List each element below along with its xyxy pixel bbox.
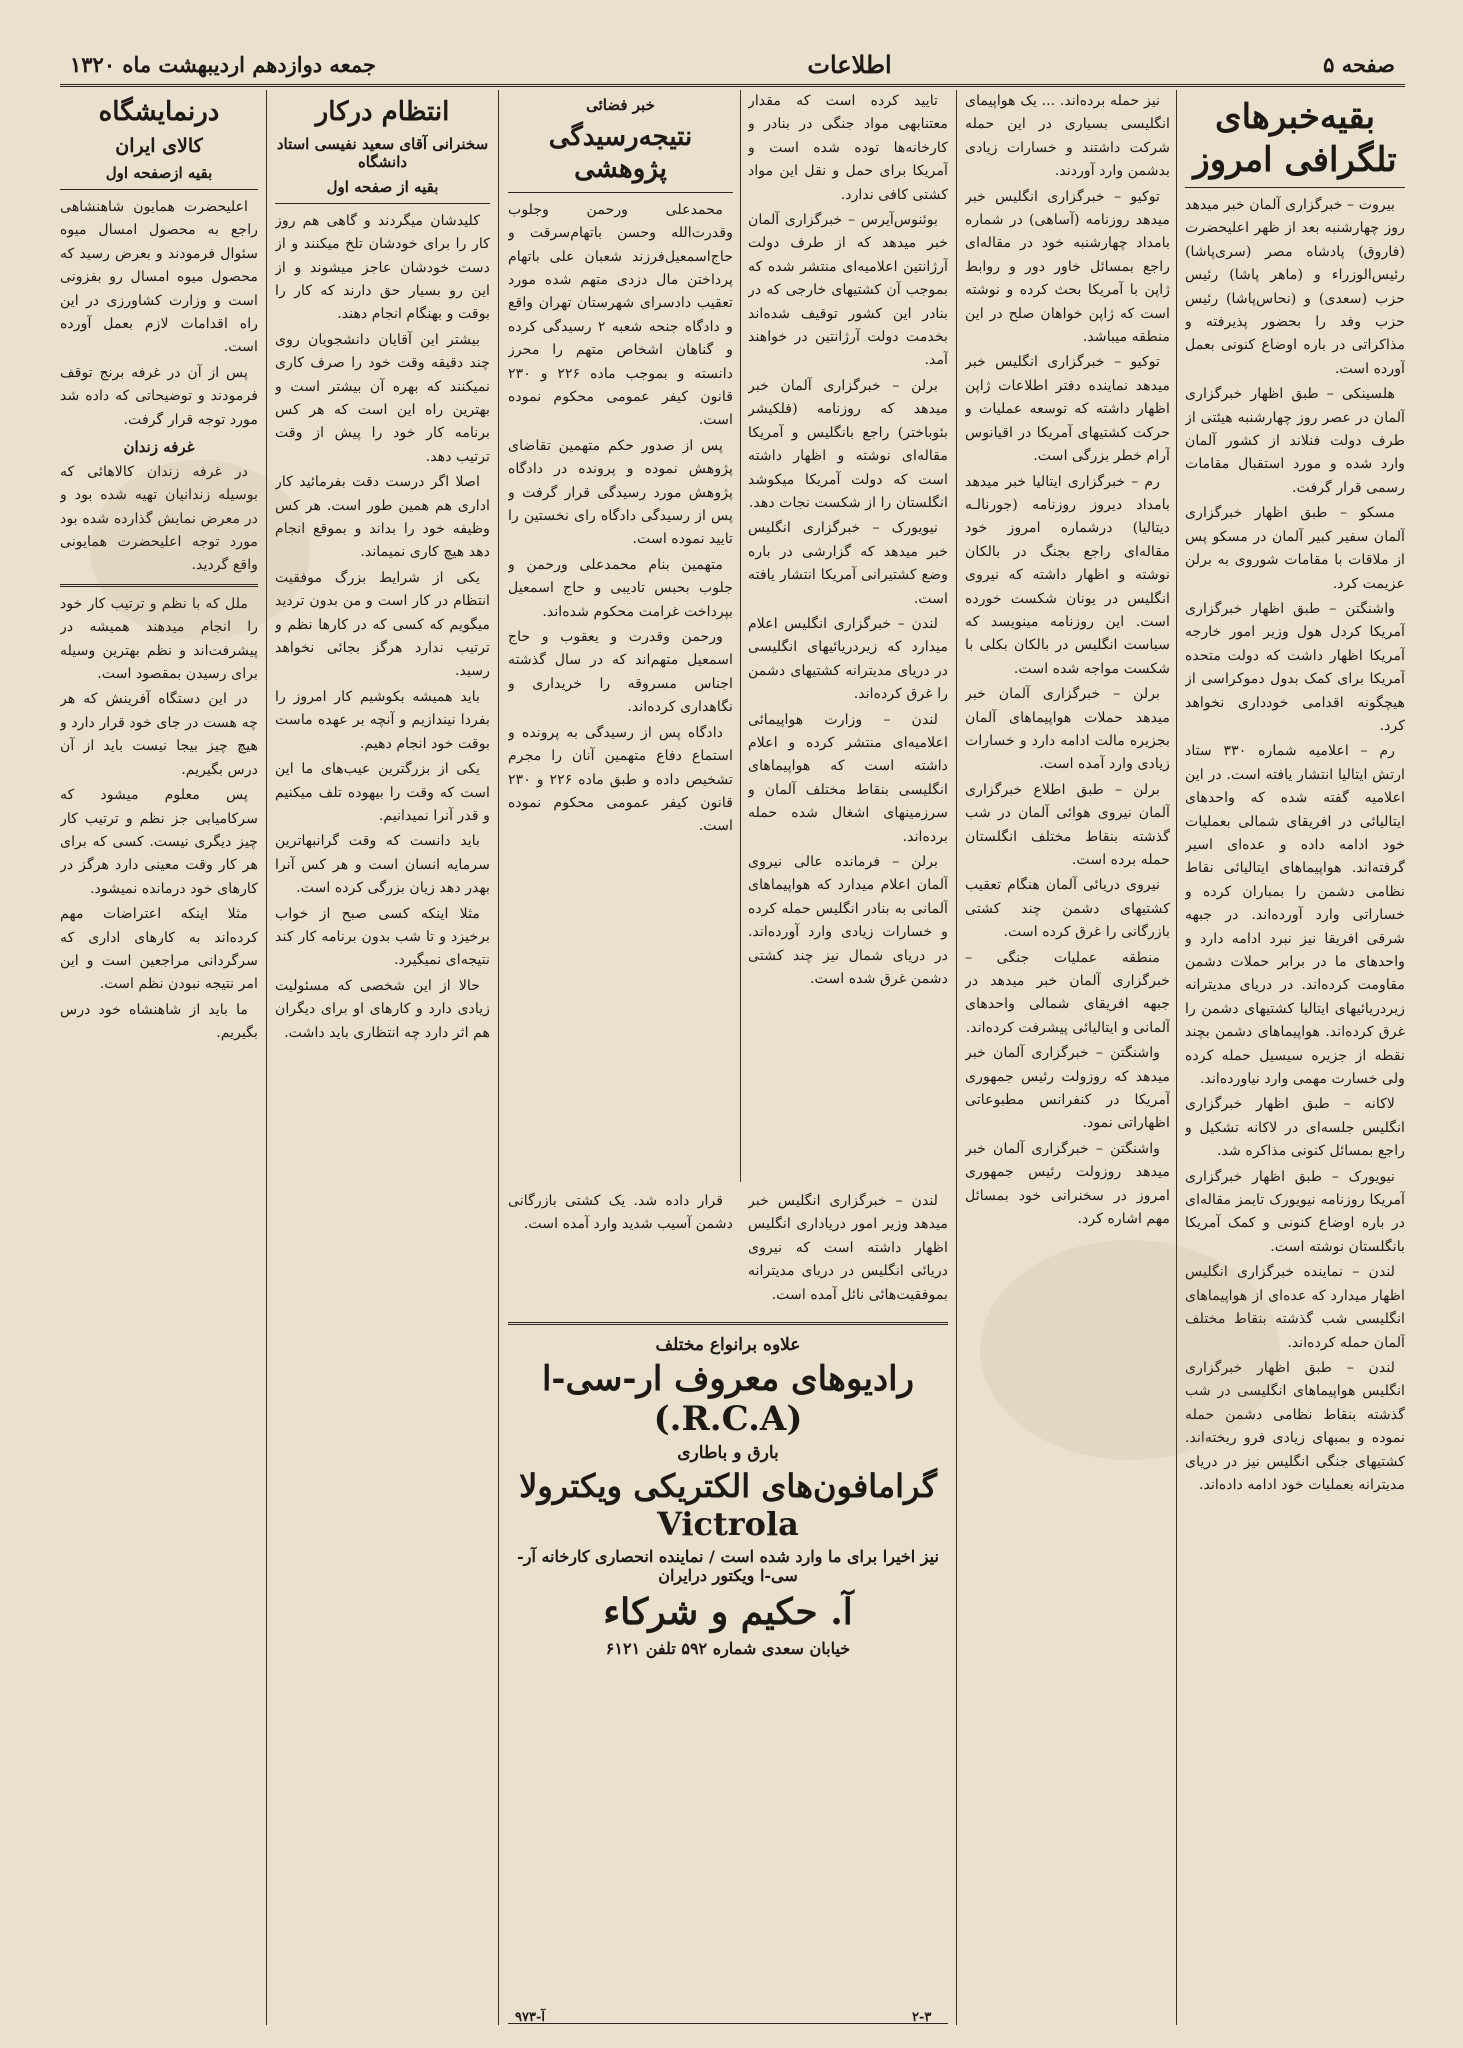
news-paragraph: کلیدشان میگردند و گاهی هم روز کار را برای خودشان تلخ میکنند و از دست خودشان عاجز میشوند و از این رو بسیار حق دارند که کار را بوقت و بهنگام انجام دهند. [275,212,490,323]
news-paragraph: یکی از شرایط بزرگ موفقیت انتظام در کار است و من بدون تردید میگویم که کسی که در کارها نظم و ترتیب ندارد هرگز بجائی نخواهد رسید. [275,569,490,680]
ad-address: خیابان سعدی شماره ۵۹۲ تلفن ۶۱۲۱ [605,1639,851,1658]
column-telegraph-news [1185,90,1405,2025]
news-paragraph: در غرفه زندان کالاهائی که بوسیله زندانیان تهیه شده بود و در معرض نمایش گذارده شده بود مورد توجه اعلیحضرت همایونی واقع گردید. [60,463,258,574]
news-paragraph: واشنگتن – خبرگزاری آلمان خبر میدهد روزولت رئیس جمهوری امروز در سخنرانی خود بمسائل مهم اشاره کرد. [965,1140,1170,1228]
news-paragraph: لندن – طبق اظهار خبرگزاری انگلیس هواپیماهای انگلیسی در شب گذشته بنقاط نظامی دشمن حمله نموده و بمبهای زیادی فرو ریخته‌اند. کشتیهای جنگی انگلیس نیز در دریای مدیترانه بعملیات خود ادامه داده‌اند. [1185,1359,1405,1493]
news-paragraph: ما باید از شاهنشاه خود درس بگیریم. [60,1001,258,1042]
news-paragraph: رم – خبرگزاری ایتالیا خبر میدهد بامداد دیروز روزنامه (جورنالـه دیتالیا) درشماره امروز خود مقاله‌ای راجع بجنگ در بالکان نوشته و اظهار داشته که نیروی انگلیس در یونان شکست خورده است. این روزنامه مینویسد که سیاست انگلیس در بالکان بکلی با شکست مواجه شده است. [965,473,1170,677]
ad-line: بارق و باطاری [677,1443,779,1463]
column-rule [740,90,741,1182]
news-paragraph: برلن – خبرگزاری آلمان خبر میدهد که روزنامه (فلکیشر بئوباختر) راجع بانگلیس و آمریکا مقاله‌ای نوشته و اظهار داشته است که دولت آمریکا میکوشد انگلستان را از شکست نجات دهد. [748,377,948,511]
news-paragraph: در این دستگاه آفرینش که هر چه هست در جای خود قرار دارد و هیچ چیز بیجا نیست باید از آن درس بگیریم. [60,691,258,778]
news-paragraph: برلن – طبق اطلاع خبرگزاری آلمان نیروی هوائی آلمان در شب گذشته بنقاط مختلف انگلستان حمله برده است. [965,781,1170,868]
headline-telegraph: بقیه‌خبرهای تلگرافی امروز [1193,97,1397,180]
divider [275,203,490,204]
subhead-exhibition: کالای ایران [115,134,203,157]
headline-exhibition: درنمایشگاه [98,97,220,127]
news-paragraph: هلسینکی – طبق اظهار خبرگزاری آلمان در عصر روز چهارشنبه هیئتی از طرف دولت فنلاند از کشور آلمان وارد شده و مورد استقبال مقامات رسمی قرار گرفت. [1185,386,1405,496]
news-paragraph: باید همیشه بکوشیم کار امروز را بفردا نیندازیم و آنچه بر عهده ماست بوقت خود انجام دهیم. [275,688,490,752]
column-telegraph-cont [965,90,1170,2025]
news-paragraph: قرار داده شد. یک کشتی بازرگانی دشمن آسیب شدید وارد آمده است. [508,1193,733,1233]
news-paragraph: باید دانست که وقت گرانبهاترین سرمایه انسان است و هر کس آنرا بهدر دهد زیان بزرگی کرده است. [275,833,490,897]
news-paragraph: مثلا اینکه اعتراضات مهم کرده‌اند به کارهای اداری که سرگردانی مراجعین است و این امر نتیجه نبودن نظم است. [60,906,258,993]
news-paragraph: توکیو – خبرگزاری انگلیس خبر میدهد روزنامه (آساهی) در شماره بامداد چهارشنبه خود در مقاله‌ای راجع بمسائل خاور دور و روابط ژاپن با آمریکا بحث کرده و نوشته است که ژاپن خواهان صلح در این منطقه میباشد. [965,188,1170,346]
news-paragraph: مثلا اینکه کسی صبح از خواب برخیزد و تا شب بدون برنامه کار کند نتیجه‌ای نمیگیرد. [275,905,490,969]
news-paragraph: پس از آن در غرفه برنج توقف فرمودند و توضیحاتی که داده شد مورد توجه قرار گرفت. [60,364,258,428]
news-paragraph: لندن – وزارت هواپیمائی اعلامیه‌ای منتشر کرده و اعلام داشته است که هواپیماهای انگلیسی بنقاط مختلف آلمان و سرزمینهای اشغال شده حمله برده‌اند. [748,711,948,845]
news-paragraph: لندن – خبرگزاری انگلیس خبر میدهد وزیر امور دریاداری انگلیس اظهار داشته است که نیروی دریائی انگلیس در دریای مدیترانه بموفقیت‌هائی نائل آمده است. [748,1193,948,1303]
ad-headline-victrola: گرامافون‌های الکتریکی ویکترولا Victrola [519,1467,937,1543]
news-paragraph: مسکو – طبق اظهار خبرگزاری آلمان سفیر کبیر آلمان در مسکو پس از ملاقات با مقامات شوروی به برلن عزیمت کرد. [1185,505,1405,592]
news-paragraph: ورحمن وقدرت و یعقوب و حاج اسمعیل متهم‌اند که در سال گذشته اجناس مسروقه را خریداری و نگاهداری کرده‌اند. [508,629,733,716]
divider [508,192,733,193]
news-paragraph: محمدعلی ورحمن وجلوب وقدرت‌الله وحسن باتهام‌سرقت و حاج‌اسمعیل‌فرزند شعبان علی باتهام پرداختن مال دزدی متهم شده مورد تعقیب دادسرای شهرستان تهران واقع و دادگاه جنحه شعبه ۲ رسیدگی کرده و گناهان اشخاص متهم را محرز دانسته و بموجب ماده ۲۲۶ و ۲۳۰ قانون کیفر عمومی محکوم نموده است. [508,201,733,429]
news-paragraph: واشنگتن – طبق اظهار خبرگزاری آمریکا کردل هول وزیر امور خارجه آمریکا اظهار داشت که دولت متحده آمریکا برای کمک بدول دموکراسی از هیچگونه اقدامی خودداری نخواهد کرد. [1185,600,1405,734]
news-paragraph: ملل که با نظم و ترتیب کار خود را انجام میدهند همیشه در پیشرفت‌اند و نظم بهترین وسیله برای رسیدن بمقصود است. [60,595,258,683]
kicker-label: خبر فضائی [586,96,655,114]
headline-court: نتیجه‌رسیدگی پژوهشی [548,121,693,185]
column-lecture [275,90,490,2025]
section-heading-prison-booth: غرفه زندان [123,438,195,457]
columns [60,90,1405,2030]
column-rule [266,90,267,2025]
news-paragraph: اصلا اگر درست دقت بفرمائید کار اداری هم همین طور است. هر کس وظیفه خود را بداند و بموقع انجام دهد هیچ کاری نمیماند. [275,474,490,561]
news-paragraph: دادگاه پس از رسیدگی به پرونده و استماع دفاع متهمین آنان را مجرم تشخیص داده و طبق ماده ۲۲۶ و ۲۳۰ قانون کیفر عمومی محکوم نموده است. [508,724,733,835]
news-paragraph: بیروت – خبرگزاری آلمان خبر میدهد روز چهارشنبه بعد از ظهر اعلیحضرت (فاروق) پادشاه مصر (سری‌پاشا) رئیس‌الوزراء و (ماهر پاشا) رئیس حزب (سعدی) و (نحاس‌پاشا) رئیس حزب وفد را بحضور پذیرفته و مذاکراتی در باره اوضاع کنونی بعمل آورده است. [1185,197,1405,377]
news-paragraph: حالا از این شخصی که مسئولیت زیادی دارد و کارهای او برای دیگران هم اثر دارد چه انتظاری باید داشت. [275,977,490,1041]
ad-line: علاوه برانواع مختلف [655,1335,801,1355]
subhead-speaker: سخنرانی آقای سعید نفیسی استاد دانشگاه [276,134,489,172]
note-above-ad-left [508,1190,733,1318]
column-exhibition [60,90,258,2025]
column-rule [1176,90,1177,2025]
newspaper-name: اطلاعات [807,49,892,79]
news-paragraph: نیویورک – خبرگزاری انگلیس خبر میدهد که گزارشی در باره وضع کشتیرانی آمریکا انتشار یافته است. [748,520,948,607]
news-paragraph: پس از صدور حکم متهمین تقاضای پژوهش نموده و پرونده در دادگاه پژوهش مورد رسیدگی قرار گرفت و پس از رسیدگی دادگاه رای نخستین را تایید نموده است. [508,437,733,548]
news-paragraph: توکیو – خبرگزاری انگلیس خبر میدهد نماینده دفتر اطلاعات ژاپن اظهار داشته که توسعه عملیات و حرکت کشتیهای آمریکا در اقیانوس آرام خطر بزرگی است. [965,354,1170,465]
ad-code-left: آ-۹۷۳ [515,2010,545,2025]
news-paragraph: اعلیحضرت همایون شاهنشاهی راجع به محصول امسال میوه سئوال فرمودند و بعرض رسید که محصول میوه امسال رو بفزونی است و وزارت کشاورزی در این راه اقدامات لازم بعمل آورده است. [60,199,258,356]
divider [60,189,258,190]
news-paragraph: متهمین بنام محمدعلی ورحمن و جلوب بحبس تادیبی و حاج اسمعیل بپرداخت غرامت محکوم شده‌اند. [508,556,733,620]
continued-label: بقیه از صفحه اول [326,178,439,196]
news-paragraph: لندن – خبرگزاری انگلیس اعلام میدارد که زیردریائیهای انگلیسی در دریای مدیترانه کشتیهای دشمن را غرق کرده‌اند. [748,615,948,703]
paper-stain [980,1240,1280,1460]
news-paragraph: لندن – نماینده خبرگزاری انگلیس اظهار میدارد که عده‌ای از هواپیماهای انگلیسی شب گذشته بنقاط مختلف آلمان حمله کرده‌اند. [1185,1264,1405,1351]
column-news-3 [748,90,948,1182]
news-paragraph: تایید کرده است که مقدار معتنابهی مواد جنگی در بنادر و کارخانه‌ها توده شده است و آمریکا برای حمل و نقل این مواد کشتی کافی ندارد. [748,93,948,203]
news-paragraph: نیویورک – طبق اظهار خبرگزاری آمریکا روزنامه نیویورک تایمز مقاله‌ای در باره اوضاع کنونی و کمک آمریکا بانگلستان نوشته است. [1185,1168,1405,1255]
news-paragraph: یکی از بزرگترین عیب‌های ما این است که وقت را بیهوده تلف میکنیم و قدر آنرا نمیدانیم. [275,761,490,824]
news-paragraph: بوئنوس‌آیرس – خبرگزاری آلمان خبر میدهد که از طرف دولت آرژانتین اعلامیه‌ای منتشر شده که بموجب آن کشتیهای خارجی که در بنادر این کشور توقیف شده‌اند بخدمت دولت آرژانتین در خواهند آمد. [748,212,948,369]
news-paragraph: رم – اعلامیه شماره ۳۳۰ ستاد ارتش ایتالیا انتشار یافته است. در این اعلامیه گفته شده که واحدهای ایتالیائی در افریقای شمالی بعملیات خود ادامه داده و عده‌ای اسیر گرفته‌اند. هواپیماهای ایتالیائی نقاط نظامی دشمن را بمباران کرده و خساراتی وارد آورده‌اند. در جبهه شرقی افریقا نیز نبرد ادامه دارد و واحدهای ما در برابر حملات دشمن مقاومت کرده‌اند. در دریای مدیترانه زیردریائیهای ایتالیا کشتیهای دشمن را غرق کرده‌اند. هواپیماهای دشمن بچند نقطه از جزیره سیسیل حمله کرده ولی خسارت مهمی وارد نیاورده‌اند. [1185,743,1405,1088]
news-paragraph: منطقه عملیات جنگی – خبرگزاری آلمان خبر میدهد در جبهه افریقای شمالی واحدهای آلمانی و ایتالیائی پیشرفت کرده‌اند. [965,949,1170,1036]
ad-code-right: ۲-۳ [912,2010,932,2025]
page-number: صفحه ۵ [1323,51,1395,77]
ad-line: نیز اخیرا برای ما وارد شده است / نماینده انحصاری کارخانه آر-سی-ا ویکتور درایران [517,1547,939,1585]
rca-advertisement [508,1322,948,2024]
news-paragraph: لاکانه – طبق اظهار خبرگزاری انگلیس جلسه‌ای در لاکانه تشکیل و راجع بمسائل کنونی مذاکره شد. [1185,1096,1405,1160]
ad-company-name: آ. حکیم و شرکاء [603,1591,853,1633]
masthead [70,44,1395,84]
column-rule [956,90,957,2025]
news-paragraph: برلن – خبرگزاری آلمان خبر میدهد حملات هواپیماهای آلمان بجزیره مالت ادامه دارد و خسارات زیادی وارد آمده است. [965,686,1170,773]
column-court-news [508,90,733,1182]
masthead-rule [60,84,1405,87]
column-rule [498,90,499,2025]
paper-stain [90,460,310,640]
news-paragraph: نیز حمله برده‌اند. ... یک هواپیمای انگلیسی بسیاری در این حمله شرکت داشتند و خسارات زیادی بدشمن وارد آوردند. [965,93,1170,180]
news-paragraph: برلن – فرمانده عالی نیروی آلمان اعلام میدارد که هواپیماهای آلمانی به بنادر انگلیس حمله کرده و خسارات زیادی وارد آورده‌اند. در دریای شمال نیز چند کشتی دشمن غرق شده است. [748,854,948,988]
news-paragraph: پس معلوم میشود که سرکامیابی جز نظم و ترتیب کار چیز دیگری نیست. کسی که برای هر کار وقت معینی دارد هرگز در کارهای خود درمانده نمیشود. [60,787,258,897]
news-paragraph: نیروی دریائی آلمان هنگام تعقیب کشتیهای دشمن چند کشتی بازرگانی را غرق کرده است. [965,877,1170,941]
news-paragraph: واشنگتن – خبرگزاری آلمان خبر میدهد که روزولت رئیس جمهوری آمریکا در کنفرانس مطبوعاتی اظهاراتی نمود. [965,1045,1170,1132]
ad-headline-rca: رادیوهای معروف ار-سی-ا (R.C.A.) [541,1359,914,1439]
note-above-ad-right [748,1190,948,1318]
continued-label: بقیه ازصفحه اول [105,164,213,183]
news-paragraph: بیشتر این آقایان دانشجویان روی چند دقیقه وقت خود را صرف کاری نمیکنند که بهره آن بیشتر است و بهترین راه این است که هر کس برنامه کار خود را پیش از وقت ترتیب دهد. [275,331,490,465]
date-line: جمعه دوازدهم اردیبهشت ماه ۱۳۲۰ [70,51,376,77]
headline-lecture: انتظام درکار [315,97,450,127]
divider [1185,187,1405,188]
